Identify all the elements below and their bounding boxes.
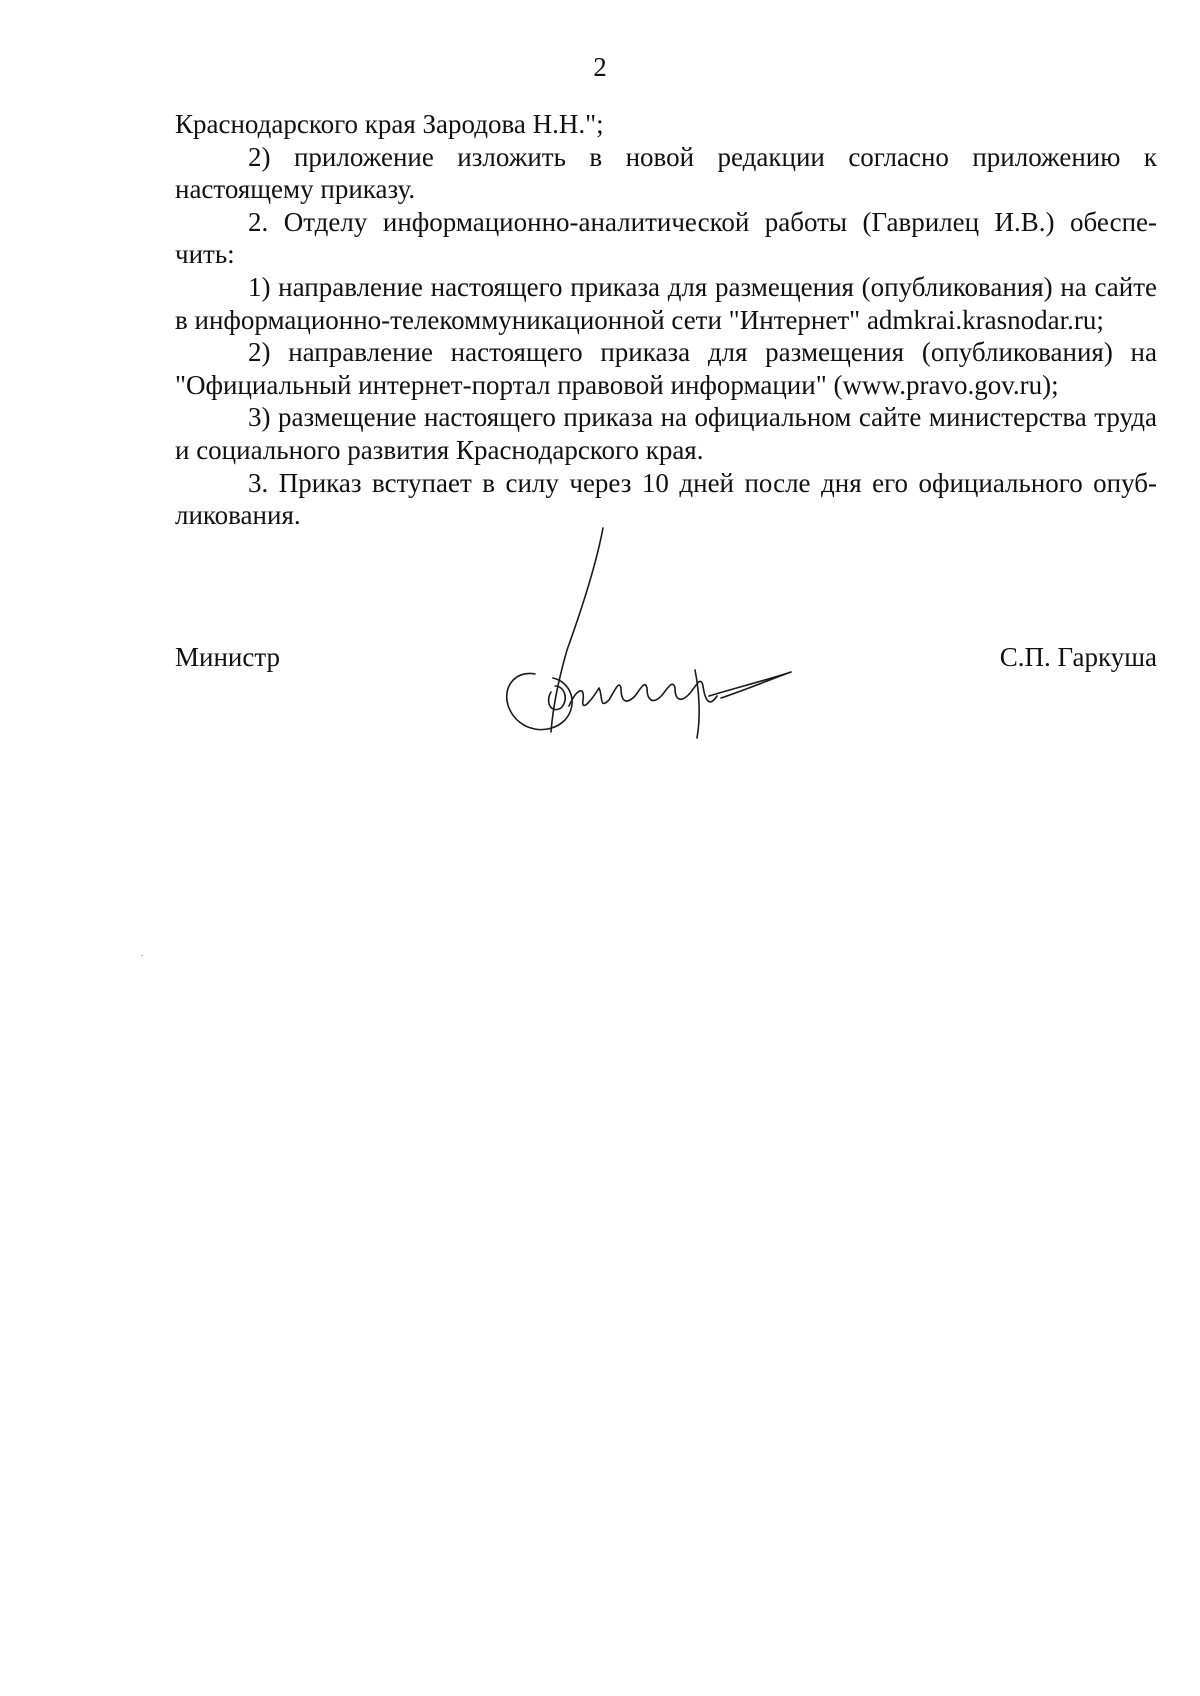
- paragraph-item-1-website: 1) направление настоящего приказа для размещения (опубликования) на сайте в информационно-телекоммуникационной сети "Интернет" admkrai.krasnodar.ru;: [175, 271, 1157, 335]
- paragraph-item-2-appendix: 2) приложение изложить в новой редакции согласно приложению к настоящему приказу.: [175, 141, 1157, 205]
- paragraph-section-2: 2. Отделу информационно-аналитической работы (Гаврилец И.В.) обеспе-чить:: [175, 206, 1157, 270]
- signature-block: [175, 620, 1157, 720]
- paragraph-item-2-pravo-portal: 2) направление настоящего приказа для размещения (опубликования) на "Официальный интернет-портал правовой информации" (www.pravo.gov.ru);: [175, 337, 1157, 400]
- paragraph-continuation: Краснодарского края Зародова Н.Н.";: [175, 109, 604, 139]
- document-body: [175, 108, 1157, 532]
- scan-speck: [141, 955, 143, 956]
- signatory-title: Министр: [175, 642, 280, 672]
- paragraph-section-3: 3. Приказ вступает в силу через 10 дней после дня его официального опуб-ликования.: [175, 467, 1157, 531]
- page-number: 2: [593, 52, 607, 82]
- handwritten-signature: [495, 520, 835, 750]
- signatory-name: С.П. Гаркуша: [999, 642, 1157, 672]
- paragraph-item-3-ministry-site: 3) размещение настоящего приказа на официальном сайте министерства труда и социального развития Краснодарского края.: [175, 402, 1157, 465]
